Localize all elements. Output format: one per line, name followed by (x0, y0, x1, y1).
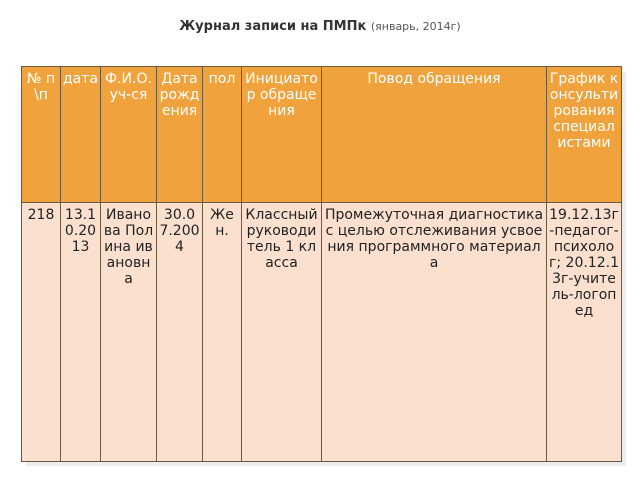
cell-initiator: Классный руководитель 1 класса (242, 203, 322, 462)
table-row (22, 203, 622, 462)
cell-number: 218 (22, 203, 61, 462)
table-header-row (22, 67, 622, 203)
registry-table (21, 66, 622, 462)
header-birth-date: Дата рождения (157, 67, 203, 203)
title-subtitle: (январь, 2014г) (370, 20, 461, 33)
cell-date: 13.10.2013 (61, 203, 101, 462)
title-main: Журнал записи на ПМПк (179, 19, 367, 34)
page-title (0, 19, 640, 34)
cell-student-name: Иванова Полина ивановна (101, 203, 157, 462)
header-gender: пол (203, 67, 242, 203)
header-number: № п\п (22, 67, 61, 203)
header-reason: Повод обращения (322, 67, 547, 203)
cell-gender: Жен. (203, 203, 242, 462)
header-initiator: Инициатор обращения (242, 67, 322, 203)
header-date: дата (61, 67, 101, 203)
header-schedule: График консультирования специалистами (547, 67, 622, 203)
cell-birth-date: 30.07.2004 (157, 203, 203, 462)
cell-schedule: 19.12.13г-педагог-психолог; 20.12.13г-учитель-логопед (547, 203, 622, 462)
cell-reason: Промежуточная диагностика с целью отслеживания усвоения программного материала (322, 203, 547, 462)
header-student-name: Ф.И.О.уч-ся (101, 67, 157, 203)
